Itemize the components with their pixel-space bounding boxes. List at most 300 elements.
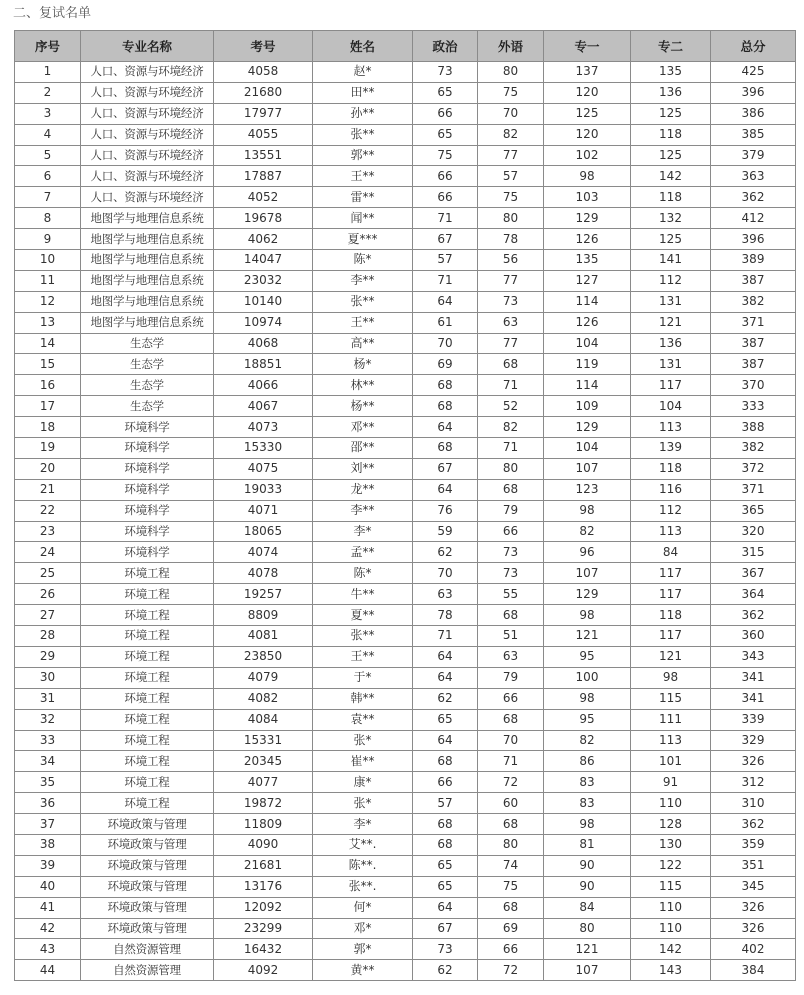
cell-foreign-language: 57 [478, 166, 544, 187]
cell-exam-number: 4066 [214, 375, 313, 396]
cell-index: 30 [15, 667, 81, 688]
cell-exam-number: 4062 [214, 229, 313, 250]
cell-name: 赵* [313, 62, 413, 83]
table-row [15, 772, 796, 793]
cell-subject-one: 80 [544, 918, 631, 939]
cell-name: 田** [313, 82, 413, 103]
cell-subject-two: 91 [631, 772, 711, 793]
cell-politics: 71 [413, 270, 478, 291]
cell-exam-number: 19033 [214, 479, 313, 500]
cell-total: 382 [711, 291, 796, 312]
cell-total: 387 [711, 354, 796, 375]
cell-major: 人口、资源与环境经济 [81, 166, 214, 187]
cell-major: 人口、资源与环境经济 [81, 124, 214, 145]
table-row [15, 834, 796, 855]
cell-major: 环境工程 [81, 646, 214, 667]
cell-subject-two: 136 [631, 333, 711, 354]
cell-subject-one: 120 [544, 124, 631, 145]
cell-subject-two: 110 [631, 793, 711, 814]
cell-total: 382 [711, 438, 796, 459]
cell-politics: 71 [413, 208, 478, 229]
cell-total: 359 [711, 834, 796, 855]
cell-foreign-language: 51 [478, 626, 544, 647]
cell-exam-number: 4058 [214, 62, 313, 83]
cell-total: 341 [711, 688, 796, 709]
cell-foreign-language: 66 [478, 939, 544, 960]
cell-name: 邓* [313, 918, 413, 939]
cell-index: 27 [15, 605, 81, 626]
cell-subject-two: 117 [631, 626, 711, 647]
cell-politics: 67 [413, 229, 478, 250]
cell-total: 385 [711, 124, 796, 145]
cell-major: 环境工程 [81, 563, 214, 584]
cell-exam-number: 4071 [214, 500, 313, 521]
cell-index: 28 [15, 626, 81, 647]
cell-exam-number: 10140 [214, 291, 313, 312]
cell-politics: 65 [413, 855, 478, 876]
cell-foreign-language: 71 [478, 751, 544, 772]
cell-exam-number: 4079 [214, 667, 313, 688]
header-subject-one: 专一 [544, 31, 631, 62]
cell-foreign-language: 71 [478, 438, 544, 459]
table-row [15, 793, 796, 814]
cell-politics: 64 [413, 479, 478, 500]
cell-subject-one: 104 [544, 438, 631, 459]
cell-subject-one: 83 [544, 793, 631, 814]
cell-subject-one: 129 [544, 208, 631, 229]
table-row [15, 563, 796, 584]
cell-foreign-language: 68 [478, 354, 544, 375]
cell-index: 15 [15, 354, 81, 375]
cell-foreign-language: 55 [478, 584, 544, 605]
cell-index: 2 [15, 82, 81, 103]
cell-major: 人口、资源与环境经济 [81, 187, 214, 208]
cell-foreign-language: 82 [478, 417, 544, 438]
cell-name: 陈* [313, 250, 413, 271]
cell-index: 43 [15, 939, 81, 960]
cell-subject-one: 107 [544, 960, 631, 981]
cell-name: 杨* [313, 354, 413, 375]
cell-exam-number: 20345 [214, 751, 313, 772]
cell-exam-number: 19678 [214, 208, 313, 229]
cell-subject-two: 128 [631, 814, 711, 835]
cell-name: 王** [313, 312, 413, 333]
cell-foreign-language: 79 [478, 667, 544, 688]
cell-subject-two: 125 [631, 145, 711, 166]
cell-foreign-language: 80 [478, 62, 544, 83]
cell-major: 生态学 [81, 375, 214, 396]
cell-subject-two: 116 [631, 479, 711, 500]
cell-politics: 64 [413, 897, 478, 918]
cell-total: 312 [711, 772, 796, 793]
cell-major: 环境政策与管理 [81, 834, 214, 855]
cell-name: 张** [313, 291, 413, 312]
cell-politics: 64 [413, 730, 478, 751]
cell-subject-one: 98 [544, 814, 631, 835]
cell-subject-two: 117 [631, 563, 711, 584]
cell-subject-two: 122 [631, 855, 711, 876]
cell-politics: 65 [413, 82, 478, 103]
table-row [15, 626, 796, 647]
cell-index: 7 [15, 187, 81, 208]
cell-subject-two: 110 [631, 897, 711, 918]
cell-subject-one: 82 [544, 730, 631, 751]
cell-major: 环境政策与管理 [81, 918, 214, 939]
cell-major: 环境科学 [81, 521, 214, 542]
cell-total: 412 [711, 208, 796, 229]
cell-exam-number: 23850 [214, 646, 313, 667]
cell-index: 21 [15, 479, 81, 500]
cell-subject-two: 115 [631, 876, 711, 897]
cell-index: 24 [15, 542, 81, 563]
cell-name: 袁** [313, 709, 413, 730]
cell-major: 环境科学 [81, 438, 214, 459]
cell-name: 夏** [313, 605, 413, 626]
cell-politics: 70 [413, 563, 478, 584]
cell-subject-one: 98 [544, 500, 631, 521]
cell-name: 李* [313, 814, 413, 835]
cell-politics: 66 [413, 166, 478, 187]
cell-index: 19 [15, 438, 81, 459]
cell-politics: 68 [413, 814, 478, 835]
table-body [15, 62, 796, 981]
table-row [15, 876, 796, 897]
cell-major: 环境工程 [81, 793, 214, 814]
cell-major: 环境工程 [81, 730, 214, 751]
cell-name: 夏*** [313, 229, 413, 250]
cell-total: 388 [711, 417, 796, 438]
cell-subject-one: 109 [544, 396, 631, 417]
table-row [15, 229, 796, 250]
cell-name: 于* [313, 667, 413, 688]
cell-exam-number: 12092 [214, 897, 313, 918]
cell-index: 11 [15, 270, 81, 291]
cell-foreign-language: 68 [478, 709, 544, 730]
cell-total: 341 [711, 667, 796, 688]
cell-major: 环境工程 [81, 751, 214, 772]
cell-foreign-language: 70 [478, 103, 544, 124]
cell-foreign-language: 63 [478, 312, 544, 333]
cell-foreign-language: 80 [478, 458, 544, 479]
cell-subject-two: 113 [631, 417, 711, 438]
cell-exam-number: 4068 [214, 333, 313, 354]
cell-name: 张* [313, 793, 413, 814]
cell-exam-number: 4092 [214, 960, 313, 981]
cell-subject-one: 84 [544, 897, 631, 918]
cell-politics: 57 [413, 250, 478, 271]
cell-name: 李* [313, 521, 413, 542]
table-row [15, 250, 796, 271]
cell-total: 326 [711, 751, 796, 772]
cell-foreign-language: 80 [478, 208, 544, 229]
cell-index: 14 [15, 333, 81, 354]
cell-foreign-language: 72 [478, 772, 544, 793]
cell-index: 40 [15, 876, 81, 897]
table-row [15, 521, 796, 542]
cell-exam-number: 4055 [214, 124, 313, 145]
cell-total: 370 [711, 375, 796, 396]
table-row [15, 646, 796, 667]
cell-politics: 62 [413, 960, 478, 981]
cell-exam-number: 4052 [214, 187, 313, 208]
cell-exam-number: 4090 [214, 834, 313, 855]
cell-subject-two: 113 [631, 521, 711, 542]
cell-politics: 57 [413, 793, 478, 814]
cell-name: 王** [313, 166, 413, 187]
cell-index: 38 [15, 834, 81, 855]
cell-politics: 68 [413, 834, 478, 855]
table-row [15, 354, 796, 375]
cell-politics: 64 [413, 417, 478, 438]
cell-foreign-language: 77 [478, 145, 544, 166]
cell-name: 何* [313, 897, 413, 918]
cell-exam-number: 19872 [214, 793, 313, 814]
cell-exam-number: 4082 [214, 688, 313, 709]
cell-foreign-language: 75 [478, 82, 544, 103]
cell-subject-one: 95 [544, 646, 631, 667]
cell-total: 365 [711, 500, 796, 521]
cell-name: 艾**. [313, 834, 413, 855]
cell-major: 自然资源管理 [81, 960, 214, 981]
cell-name: 陈* [313, 563, 413, 584]
table-row [15, 918, 796, 939]
cell-foreign-language: 73 [478, 542, 544, 563]
cell-foreign-language: 75 [478, 876, 544, 897]
cell-foreign-language: 68 [478, 897, 544, 918]
cell-subject-one: 121 [544, 626, 631, 647]
table-row [15, 208, 796, 229]
cell-name: 张** [313, 626, 413, 647]
cell-subject-one: 98 [544, 166, 631, 187]
table-row [15, 312, 796, 333]
cell-total: 386 [711, 103, 796, 124]
cell-politics: 64 [413, 646, 478, 667]
cell-subject-one: 123 [544, 479, 631, 500]
table-row [15, 124, 796, 145]
table-row [15, 605, 796, 626]
cell-index: 6 [15, 166, 81, 187]
cell-subject-two: 118 [631, 187, 711, 208]
cell-politics: 66 [413, 772, 478, 793]
cell-politics: 76 [413, 500, 478, 521]
cell-total: 362 [711, 187, 796, 208]
cell-politics: 61 [413, 312, 478, 333]
cell-exam-number: 4081 [214, 626, 313, 647]
table-row [15, 688, 796, 709]
cell-exam-number: 17887 [214, 166, 313, 187]
cell-index: 42 [15, 918, 81, 939]
cell-major: 环境科学 [81, 542, 214, 563]
cell-foreign-language: 82 [478, 124, 544, 145]
cell-major: 环境政策与管理 [81, 855, 214, 876]
cell-politics: 70 [413, 333, 478, 354]
cell-subject-one: 119 [544, 354, 631, 375]
cell-major: 环境科学 [81, 458, 214, 479]
cell-foreign-language: 74 [478, 855, 544, 876]
cell-subject-two: 142 [631, 166, 711, 187]
cell-name: 张* [313, 730, 413, 751]
table-row [15, 584, 796, 605]
cell-subject-one: 100 [544, 667, 631, 688]
cell-major: 人口、资源与环境经济 [81, 62, 214, 83]
cell-subject-one: 125 [544, 103, 631, 124]
cell-total: 379 [711, 145, 796, 166]
header-index: 序号 [15, 31, 81, 62]
table-row [15, 960, 796, 981]
cell-name: 雷** [313, 187, 413, 208]
header-subject-two: 专二 [631, 31, 711, 62]
table-row [15, 396, 796, 417]
table-row [15, 479, 796, 500]
cell-foreign-language: 73 [478, 291, 544, 312]
header-exam-number: 考号 [214, 31, 313, 62]
cell-politics: 73 [413, 939, 478, 960]
cell-total: 343 [711, 646, 796, 667]
cell-major: 环境科学 [81, 479, 214, 500]
cell-foreign-language: 80 [478, 834, 544, 855]
cell-index: 39 [15, 855, 81, 876]
cell-foreign-language: 63 [478, 646, 544, 667]
cell-name: 刘** [313, 458, 413, 479]
cell-subject-one: 104 [544, 333, 631, 354]
cell-subject-two: 104 [631, 396, 711, 417]
cell-total: 326 [711, 897, 796, 918]
table-row [15, 145, 796, 166]
cell-subject-two: 139 [631, 438, 711, 459]
cell-subject-one: 96 [544, 542, 631, 563]
table-row [15, 542, 796, 563]
cell-exam-number: 4077 [214, 772, 313, 793]
cell-name: 高** [313, 333, 413, 354]
table-row [15, 814, 796, 835]
table-header-row [15, 31, 796, 62]
cell-subject-two: 130 [631, 834, 711, 855]
cell-politics: 68 [413, 375, 478, 396]
cell-exam-number: 21681 [214, 855, 313, 876]
cell-index: 16 [15, 375, 81, 396]
cell-subject-two: 111 [631, 709, 711, 730]
cell-politics: 68 [413, 438, 478, 459]
cell-subject-one: 127 [544, 270, 631, 291]
cell-subject-one: 102 [544, 145, 631, 166]
cell-total: 396 [711, 82, 796, 103]
cell-subject-two: 115 [631, 688, 711, 709]
cell-name: 张** [313, 124, 413, 145]
table-row [15, 291, 796, 312]
cell-politics: 71 [413, 626, 478, 647]
cell-subject-two: 125 [631, 229, 711, 250]
cell-exam-number: 14047 [214, 250, 313, 271]
cell-name: 韩** [313, 688, 413, 709]
cell-subject-two: 118 [631, 605, 711, 626]
cell-name: 孙** [313, 103, 413, 124]
cell-subject-two: 101 [631, 751, 711, 772]
cell-total: 425 [711, 62, 796, 83]
cell-subject-two: 131 [631, 291, 711, 312]
cell-major: 人口、资源与环境经济 [81, 145, 214, 166]
table-row [15, 855, 796, 876]
table-row [15, 62, 796, 83]
cell-major: 环境政策与管理 [81, 897, 214, 918]
cell-subject-one: 121 [544, 939, 631, 960]
cell-subject-two: 143 [631, 960, 711, 981]
cell-name: 康* [313, 772, 413, 793]
cell-politics: 64 [413, 667, 478, 688]
cell-index: 44 [15, 960, 81, 981]
cell-major: 地图学与地理信息系统 [81, 312, 214, 333]
cell-subject-two: 110 [631, 918, 711, 939]
header-major: 专业名称 [81, 31, 214, 62]
table-row [15, 458, 796, 479]
cell-subject-two: 112 [631, 270, 711, 291]
header-foreign-language: 外语 [478, 31, 544, 62]
cell-subject-one: 114 [544, 375, 631, 396]
cell-total: 326 [711, 918, 796, 939]
cell-total: 384 [711, 960, 796, 981]
cell-name: 李** [313, 270, 413, 291]
cell-politics: 59 [413, 521, 478, 542]
cell-major: 环境科学 [81, 417, 214, 438]
table-row [15, 751, 796, 772]
cell-major: 人口、资源与环境经济 [81, 82, 214, 103]
cell-subject-one: 107 [544, 458, 631, 479]
header-name: 姓名 [313, 31, 413, 62]
cell-subject-one: 98 [544, 688, 631, 709]
cell-politics: 65 [413, 876, 478, 897]
cell-subject-one: 107 [544, 563, 631, 584]
cell-foreign-language: 66 [478, 521, 544, 542]
cell-politics: 65 [413, 124, 478, 145]
table-row [15, 375, 796, 396]
cell-subject-two: 135 [631, 62, 711, 83]
cell-index: 33 [15, 730, 81, 751]
cell-name: 邵** [313, 438, 413, 459]
cell-exam-number: 13551 [214, 145, 313, 166]
cell-name: 牛** [313, 584, 413, 605]
table-row [15, 417, 796, 438]
table-row [15, 939, 796, 960]
cell-politics: 68 [413, 396, 478, 417]
cell-subject-two: 118 [631, 458, 711, 479]
cell-index: 31 [15, 688, 81, 709]
cell-foreign-language: 71 [478, 375, 544, 396]
cell-subject-two: 112 [631, 500, 711, 521]
cell-total: 402 [711, 939, 796, 960]
cell-politics: 73 [413, 62, 478, 83]
cell-exam-number: 18065 [214, 521, 313, 542]
cell-major: 环境工程 [81, 605, 214, 626]
cell-total: 360 [711, 626, 796, 647]
cell-subject-two: 121 [631, 312, 711, 333]
cell-exam-number: 4073 [214, 417, 313, 438]
cell-subject-one: 137 [544, 62, 631, 83]
cell-index: 32 [15, 709, 81, 730]
cell-foreign-language: 68 [478, 605, 544, 626]
cell-total: 363 [711, 166, 796, 187]
cell-index: 36 [15, 793, 81, 814]
cell-exam-number: 21680 [214, 82, 313, 103]
cell-major: 地图学与地理信息系统 [81, 291, 214, 312]
cell-name: 郭* [313, 939, 413, 960]
cell-subject-one: 135 [544, 250, 631, 271]
cell-foreign-language: 56 [478, 250, 544, 271]
cell-subject-two: 141 [631, 250, 711, 271]
cell-name: 崔** [313, 751, 413, 772]
cell-total: 371 [711, 479, 796, 500]
cell-name: 陈**. [313, 855, 413, 876]
cell-major: 地图学与地理信息系统 [81, 270, 214, 291]
table-row [15, 333, 796, 354]
